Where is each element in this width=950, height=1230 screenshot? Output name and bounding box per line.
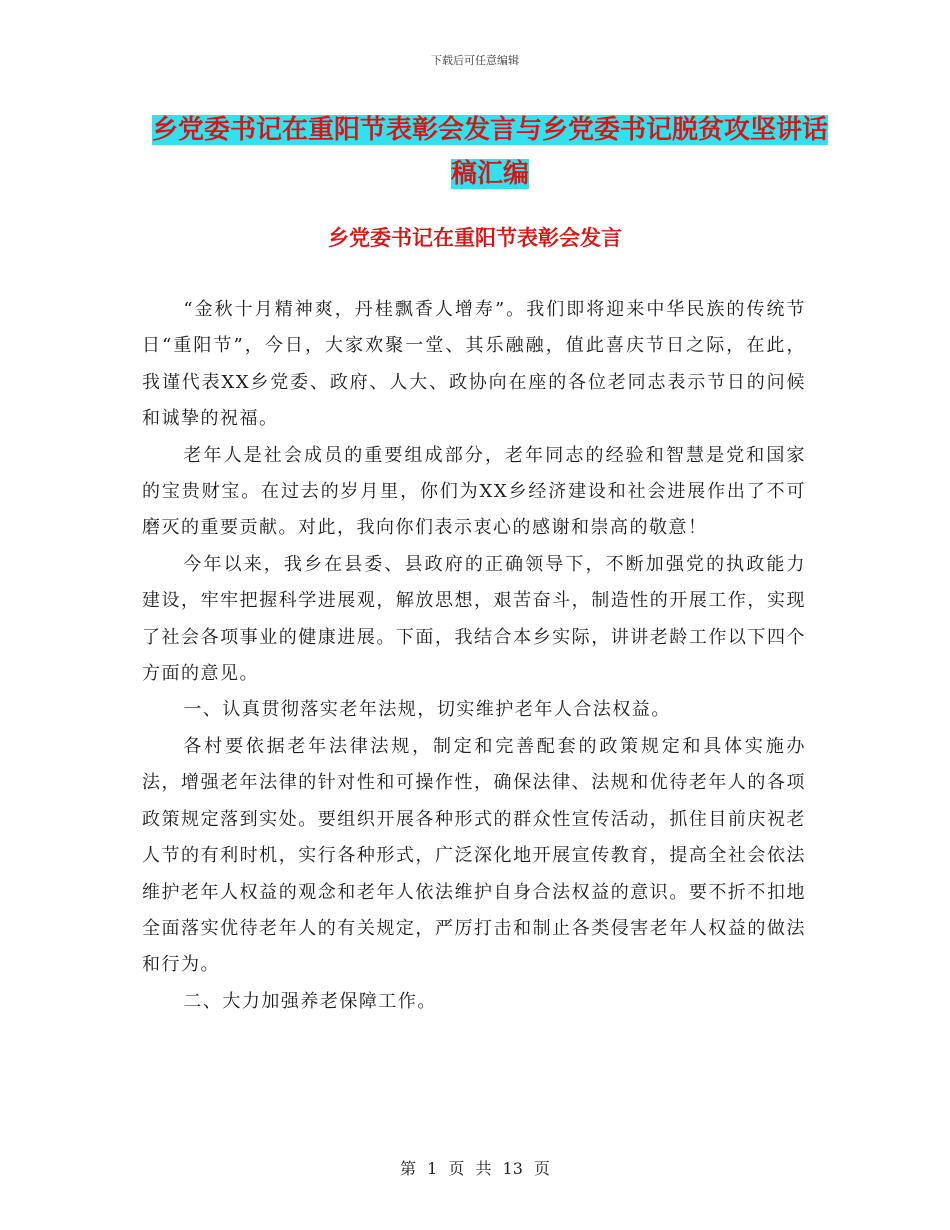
document-title-text: 乡党委书记在重阳节表彰会发言与乡党委书记脱贫攻坚讲话稿汇编: [151, 115, 828, 189]
paragraph: 一、认真贯彻落实老年法规，切实维护老年人合法权益。: [183, 699, 671, 721]
document-title: [140, 108, 840, 196]
section-title: 乡党委书记在重阳节表彰会发言: [328, 226, 622, 250]
paragraph: “金秋十月精神爽，丹桂飘香人增寿”。我们即将迎来中华民族的传统节日“重阳节”，今日，大家欢聚一堂、其乐融融，值此喜庆节日之际，在此，我谨代表XX乡党委、政府、人大、政协向在座的各位老同志表示节日的问候和诚挚的祝福。: [142, 299, 806, 430]
paragraph: 老年人是社会成员的重要组成部分，老年同志的经验和智慧是党和国家的宝贵财宝。在过去的岁月里，你们为XX乡经济建设和社会进展作出了不可磨灭的重要贡献。对此，我向你们表示衷心的感谢和崇高的敬意！: [142, 444, 806, 539]
header-note: 下载后可任意编辑: [431, 54, 519, 67]
paragraph: 今年以来，我乡在县委、县政府的正确领导下，不断加强党的执政能力建设，牢牢把握科学进展观，解放思想，艰苦奋斗，制造性的开展工作，实现了社会各项事业的健康进展。下面，我结合本乡实际，讲讲老龄工作以下四个方面的意见。: [142, 553, 806, 685]
document-body: [142, 292, 806, 1020]
paragraph: 各村要依据老年法律法规，制定和完善配套的政策规定和具体实施办法，增强老年法律的针对性和可操作性，确保法律、法规和优待老年人的各项政策规定落到实处。要组织开展各种形式的群众性宣传活动，抓住目前庆祝老人节的有利时机，实行各种形式，广泛深化地开展宣传教育，提高全社会依法维护老年人权益的观念和老年人依法维护自身合法权益的意识。要不折不扣地全面落实优待老年人的有关规定，严厉打击和制止各类侵害老年人权益的做法和行为。: [142, 735, 806, 976]
page-number: 第 1 页 共 13 页: [400, 1159, 550, 1178]
paragraph: 二、大力加强养老保障工作。: [183, 990, 437, 1012]
